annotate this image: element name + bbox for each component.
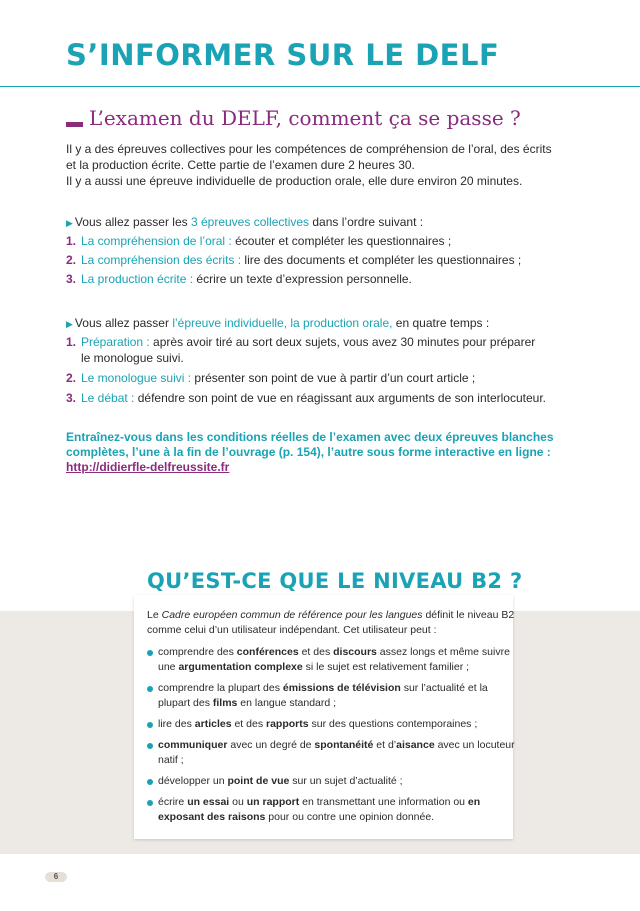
bullet-dot-icon <box>147 743 153 749</box>
step-text: écrire un texte d’expression personnelle. <box>193 272 412 286</box>
skill-text: comprendre des <box>158 646 237 658</box>
individual-lead <box>66 315 489 332</box>
b2-intro <box>147 608 514 638</box>
page-number: 6 <box>45 872 67 882</box>
list-item <box>66 370 546 386</box>
lead-highlight: l’épreuve individuelle, la production orale, <box>172 316 393 330</box>
collective-lead <box>66 214 423 231</box>
step-label: La compréhension de l’oral : <box>81 234 232 248</box>
skill-text: sur des questions contemporaines ; <box>308 718 478 730</box>
step-text: présenter son point de vue à partir d’un court article ; <box>191 371 476 385</box>
step-text: le monologue suivi. <box>81 351 184 365</box>
b2-intro-text: comme celui d’un utilisateur indépendant. Cet utilisateur peut : <box>147 624 437 636</box>
keyword: argumentation complexe <box>178 661 303 673</box>
individual-steps <box>66 334 546 410</box>
keyword: communiquer <box>158 739 228 751</box>
training-line: complètes, l’une à la fin de l’ouvrage (p. 154), l’autre sous forme interactive en ligne : <box>66 445 551 459</box>
list-item <box>147 717 515 732</box>
step-number: 1. <box>66 335 77 349</box>
keyword: spontanéité <box>314 739 374 751</box>
b2-intro-text: Le <box>147 609 162 621</box>
lead-highlight: 3 épreuves collectives <box>190 215 310 229</box>
lead-text: Vous allez passer les <box>74 215 191 229</box>
keyword: en <box>467 796 481 808</box>
intro-paragraph <box>66 141 552 189</box>
cefr-title: Cadre européen commun de référence pour les langues <box>161 609 423 621</box>
triangle-bullet-icon: ▶ <box>66 319 73 329</box>
skill-text: assez longs et même suivre <box>376 646 510 658</box>
skill-text: écrire <box>158 796 188 808</box>
bullet-dot-icon <box>147 650 153 656</box>
skill-text: avec un locuteur <box>434 739 515 751</box>
keyword: aisance <box>396 739 435 751</box>
skill-text: et d’ <box>373 739 397 751</box>
keyword: émissions de télévision <box>282 682 401 694</box>
list-item <box>66 390 546 406</box>
list-item <box>66 233 521 249</box>
list-item <box>147 774 515 789</box>
skill-text: développer un <box>158 775 228 787</box>
bullet-dot-icon <box>147 722 153 728</box>
step-label: Préparation : <box>81 335 150 349</box>
skill-text: sur l’actualité et la <box>400 682 488 694</box>
step-label: Le débat : <box>81 391 135 405</box>
skill-text: et des <box>298 646 334 658</box>
page-title: S’INFORMER SUR LE DELF <box>66 38 500 72</box>
skill-text: pour ou contre une opinion donnée. <box>265 811 435 823</box>
keyword: discours <box>333 646 377 658</box>
skill-text: plupart des <box>158 697 213 709</box>
step-text: écouter et compléter les questionnaires ; <box>231 234 452 248</box>
skill-text: comprendre la plupart des <box>158 682 283 694</box>
skill-text: une <box>158 661 179 673</box>
keyword: point de vue <box>227 775 290 787</box>
title-divider <box>0 86 640 87</box>
lead-text: dans l’ordre suivant : <box>309 215 424 229</box>
list-item <box>147 738 515 768</box>
step-text: après avoir tiré au sort deux sujets, vous avez 30 minutes pour préparer <box>149 335 536 349</box>
keyword: conférences <box>236 646 299 658</box>
skill-text: lire des <box>158 718 195 730</box>
list-item <box>66 252 521 268</box>
list-item <box>66 334 546 366</box>
skill-text: avec un degré de <box>227 739 315 751</box>
bullet-dot-icon <box>147 800 153 806</box>
keyword: un essai <box>187 796 230 808</box>
skill-text: natif ; <box>158 754 184 766</box>
bullet-dot-icon <box>147 779 153 785</box>
intro-line: Il y a aussi une épreuve individuelle de production orale, elle dure environ 20 minutes. <box>66 174 523 188</box>
step-number: 2. <box>66 371 77 385</box>
lead-text: en quatre temps : <box>392 316 490 330</box>
keyword: exposant des raisons <box>158 811 266 823</box>
training-line: Entraînez-vous dans les conditions réelles de l’examen avec deux épreuves blanches <box>66 430 554 444</box>
step-label: La production écrite : <box>81 272 194 286</box>
list-item <box>147 645 515 675</box>
heading-bar-icon <box>66 122 83 127</box>
keyword: articles <box>194 718 232 730</box>
intro-line: et la production écrite. Cette partie de l’examen dure 2 heures 30. <box>66 158 415 172</box>
step-number: 3. <box>66 272 77 286</box>
b2-intro-text: définit le niveau B2 <box>422 609 515 621</box>
b2-heading: QU’EST-CE QUE LE NIVEAU B2 ? <box>147 569 523 593</box>
step-number: 3. <box>66 391 77 405</box>
training-note <box>66 430 554 475</box>
step-text: défendre son point de vue en réagissant aux arguments de son interlocuteur. <box>134 391 546 405</box>
lead-text: Vous allez passer <box>74 316 173 330</box>
skill-text: en transmettant une information ou <box>299 796 468 808</box>
list-item <box>147 795 515 825</box>
website-link[interactable]: http://didierfle-delfreussite.fr <box>66 460 230 474</box>
step-number: 2. <box>66 253 77 267</box>
step-label: La compréhension des écrits : <box>81 253 242 267</box>
bullet-dot-icon <box>147 686 153 692</box>
step-number: 1. <box>66 234 77 248</box>
triangle-bullet-icon: ▶ <box>66 218 73 228</box>
keyword: films <box>212 697 238 709</box>
list-item <box>147 681 515 711</box>
section-heading-text: L’examen du DELF, comment ça se passe ? <box>89 106 521 130</box>
skill-text: et des <box>231 718 266 730</box>
b2-skills-list <box>147 645 515 831</box>
step-label: Le monologue suivi : <box>81 371 192 385</box>
skill-text: si le sujet est relativement familier ; <box>302 661 470 673</box>
keyword: rapports <box>266 718 309 730</box>
keyword: un rapport <box>246 796 300 808</box>
b2-card <box>134 595 513 839</box>
list-item <box>66 271 521 287</box>
skill-text: en langue standard ; <box>237 697 337 709</box>
skill-text: ou <box>229 796 247 808</box>
step-text: lire des documents et compléter les questionnaires ; <box>241 253 522 267</box>
collective-steps <box>66 233 521 290</box>
intro-line: Il y a des épreuves collectives pour les compétences de compréhension de l’oral, des écrits <box>66 142 552 156</box>
section-heading <box>66 106 521 130</box>
skill-text: sur un sujet d’actualité ; <box>289 775 403 787</box>
